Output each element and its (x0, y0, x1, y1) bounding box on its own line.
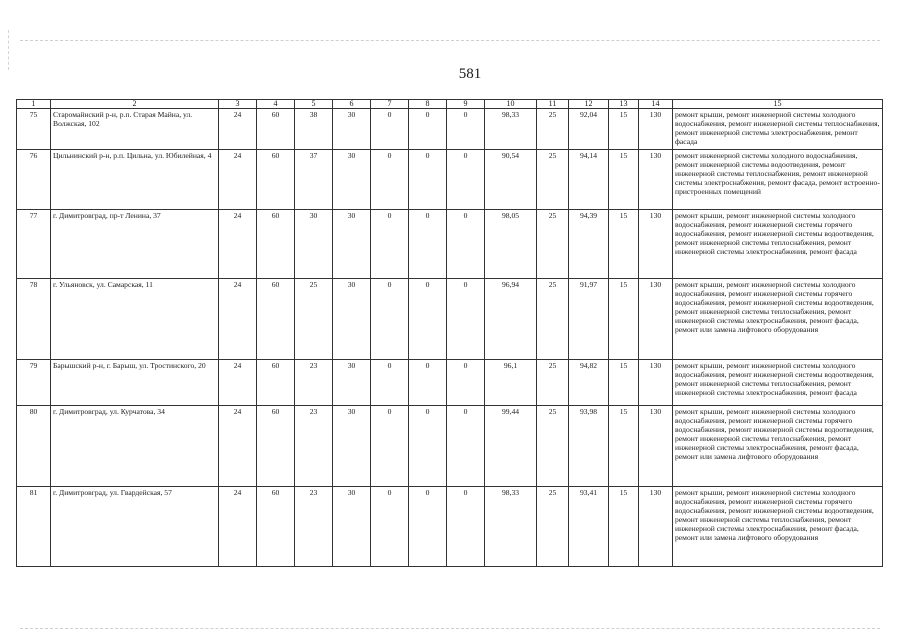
value-cell: 30 (295, 210, 333, 279)
repair-works-cell: ремонт крыши, ремонт инженерной системы холодного водоснабжения, ремонт инженерной системы водоотведения, ремонт инженерной системы теплоснабжения, ремонт инженерной системы электроснабжения, ремонт фасада (673, 360, 883, 406)
value-cell: 30 (333, 150, 371, 210)
value-cell: 30 (333, 279, 371, 360)
repair-works-cell: ремонт крыши, ремонт инженерной системы холодного водоснабжения, ремонт инженерной системы горячего водоснабжения, ремонт инженерной системы водоотведения, ремонт инженерной системы теплоснабжения, ремонт инженерной системы электроснабжения, ремонт фасада (673, 210, 883, 279)
value-cell: 130 (639, 487, 673, 567)
value-cell: 25 (537, 279, 569, 360)
value-cell: 0 (447, 360, 485, 406)
value-cell: 130 (639, 150, 673, 210)
value-cell: 37 (295, 150, 333, 210)
column-number-header: 1 (17, 100, 51, 109)
value-cell: 130 (639, 279, 673, 360)
scan-noise-bottom (20, 628, 880, 629)
address-cell: Цильнинский р-н, р.п. Цильна, ул. Юбилейная, 4 (51, 150, 219, 210)
value-cell: 15 (609, 360, 639, 406)
address-cell: Барышский р-н, г. Барыш, ул. Тростинского, 20 (51, 360, 219, 406)
column-number-header: 15 (673, 100, 883, 109)
table-row (17, 109, 883, 150)
repair-works-cell: ремонт крыши, ремонт инженерной системы холодного водоснабжения, ремонт инженерной системы горячего водоснабжения, ремонт инженерной системы водоотведения, ремонт инженерной системы теплоснабжения, ремонт инженерной системы электроснабжения, ремонт фасада, ремонт или замена лифтового оборудования (673, 487, 883, 567)
value-cell: 94,39 (569, 210, 609, 279)
value-cell: 15 (609, 210, 639, 279)
value-cell: 0 (409, 406, 447, 487)
repair-works-cell: ремонт крыши, ремонт инженерной системы холодного водоснабжения, ремонт инженерной системы горячего водоснабжения, ремонт инженерной системы водоотведения, ремонт инженерной системы теплоснабжения, ремонт инженерной системы электроснабжения, ремонт фасада, ремонт или замена лифтового оборудования (673, 406, 883, 487)
value-cell: 60 (257, 360, 295, 406)
value-cell: 0 (447, 150, 485, 210)
table-row (17, 210, 883, 279)
table-row (17, 487, 883, 567)
value-cell: 60 (257, 406, 295, 487)
row-number-cell: 79 (17, 360, 51, 406)
value-cell: 60 (257, 487, 295, 567)
column-number-header: 5 (295, 100, 333, 109)
address-cell: г. Димитровград, пр-т Ленина, 37 (51, 210, 219, 279)
value-cell: 60 (257, 210, 295, 279)
value-cell: 15 (609, 150, 639, 210)
page-number: 581 (458, 66, 482, 82)
value-cell: 0 (371, 279, 409, 360)
value-cell: 91,97 (569, 279, 609, 360)
value-cell: 98,05 (485, 210, 537, 279)
value-cell: 24 (219, 360, 257, 406)
column-number-header: 4 (257, 100, 295, 109)
column-number-header: 2 (51, 100, 219, 109)
table-row (17, 406, 883, 487)
value-cell: 23 (295, 406, 333, 487)
repair-program-table (16, 99, 883, 567)
value-cell: 60 (257, 109, 295, 150)
value-cell: 24 (219, 150, 257, 210)
value-cell: 130 (639, 109, 673, 150)
value-cell: 30 (333, 109, 371, 150)
repair-works-cell: ремонт крыши, ремонт инженерной системы холодного водоснабжения, ремонт инженерной системы теплоснабжения, ремонт инженерной системы электроснабжения, ремонт фасада (673, 109, 883, 150)
value-cell: 0 (447, 487, 485, 567)
value-cell: 0 (371, 210, 409, 279)
value-cell: 0 (447, 279, 485, 360)
column-number-header: 6 (333, 100, 371, 109)
column-number-header: 11 (537, 100, 569, 109)
value-cell: 93,41 (569, 487, 609, 567)
column-number-header: 3 (219, 100, 257, 109)
value-cell: 0 (447, 109, 485, 150)
value-cell: 25 (537, 150, 569, 210)
value-cell: 0 (409, 109, 447, 150)
value-cell: 96,94 (485, 279, 537, 360)
value-cell: 0 (371, 360, 409, 406)
column-number-header: 14 (639, 100, 673, 109)
table-row (17, 360, 883, 406)
address-cell: г. Димитровград, ул. Гвардейская, 57 (51, 487, 219, 567)
value-cell: 93,98 (569, 406, 609, 487)
value-cell: 98,33 (485, 487, 537, 567)
value-cell: 24 (219, 487, 257, 567)
value-cell: 0 (409, 487, 447, 567)
value-cell: 15 (609, 487, 639, 567)
value-cell: 25 (295, 279, 333, 360)
value-cell: 15 (609, 406, 639, 487)
column-number-header: 7 (371, 100, 409, 109)
row-number-cell: 76 (17, 150, 51, 210)
address-cell: Старомайнский р-н, р.п. Старая Майна, ул. Волжская, 102 (51, 109, 219, 150)
value-cell: 24 (219, 210, 257, 279)
value-cell: 130 (639, 210, 673, 279)
column-number-header: 8 (409, 100, 447, 109)
value-cell: 24 (219, 109, 257, 150)
value-cell: 60 (257, 150, 295, 210)
value-cell: 0 (447, 210, 485, 279)
value-cell: 0 (409, 360, 447, 406)
address-cell: г. Ульяновск, ул. Самарская, 11 (51, 279, 219, 360)
value-cell: 96,1 (485, 360, 537, 406)
column-number-header: 13 (609, 100, 639, 109)
value-cell: 38 (295, 109, 333, 150)
value-cell: 25 (537, 109, 569, 150)
value-cell: 25 (537, 487, 569, 567)
repair-works-cell: ремонт инженерной системы холодного водоснабжения, ремонт инженерной системы водоотведения, ремонт инженерной системы теплоснабжения, ремонт инженерной системы электроснабжения, ремонт фасада, ремонт встроенно-пристроенных помещений (673, 150, 883, 210)
scan-noise-left (8, 30, 9, 70)
column-number-header: 10 (485, 100, 537, 109)
value-cell: 30 (333, 360, 371, 406)
value-cell: 25 (537, 406, 569, 487)
value-cell: 0 (409, 279, 447, 360)
value-cell: 30 (333, 210, 371, 279)
value-cell: 0 (371, 150, 409, 210)
row-number-cell: 80 (17, 406, 51, 487)
value-cell: 25 (537, 360, 569, 406)
row-number-cell: 77 (17, 210, 51, 279)
value-cell: 24 (219, 406, 257, 487)
column-number-header: 9 (447, 100, 485, 109)
value-cell: 130 (639, 360, 673, 406)
value-cell: 90,54 (485, 150, 537, 210)
table-row (17, 150, 883, 210)
value-cell: 0 (409, 150, 447, 210)
value-cell: 30 (333, 487, 371, 567)
value-cell: 15 (609, 109, 639, 150)
value-cell: 15 (609, 279, 639, 360)
repair-works-cell: ремонт крыши, ремонт инженерной системы холодного водоснабжения, ремонт инженерной системы горячего водоснабжения, ремонт инженерной системы водоотведения, ремонт инженерной системы теплоснабжения, ремонт инженерной системы электроснабжения, ремонт фасада, ремонт или замена лифтового оборудования (673, 279, 883, 360)
value-cell: 99,44 (485, 406, 537, 487)
column-number-header: 12 (569, 100, 609, 109)
value-cell: 24 (219, 279, 257, 360)
value-cell: 98,33 (485, 109, 537, 150)
table-row (17, 279, 883, 360)
value-cell: 0 (447, 406, 485, 487)
value-cell: 0 (371, 109, 409, 150)
value-cell: 92,04 (569, 109, 609, 150)
value-cell: 0 (371, 487, 409, 567)
scan-noise-top (20, 40, 880, 41)
value-cell: 94,82 (569, 360, 609, 406)
value-cell: 23 (295, 360, 333, 406)
value-cell: 94,14 (569, 150, 609, 210)
value-cell: 25 (537, 210, 569, 279)
row-number-cell: 78 (17, 279, 51, 360)
value-cell: 130 (639, 406, 673, 487)
row-number-cell: 75 (17, 109, 51, 150)
value-cell: 23 (295, 487, 333, 567)
table-header-row (17, 100, 883, 109)
value-cell: 30 (333, 406, 371, 487)
value-cell: 0 (371, 406, 409, 487)
row-number-cell: 81 (17, 487, 51, 567)
address-cell: г. Димитровград, ул. Курчатова, 34 (51, 406, 219, 487)
value-cell: 60 (257, 279, 295, 360)
value-cell: 0 (409, 210, 447, 279)
